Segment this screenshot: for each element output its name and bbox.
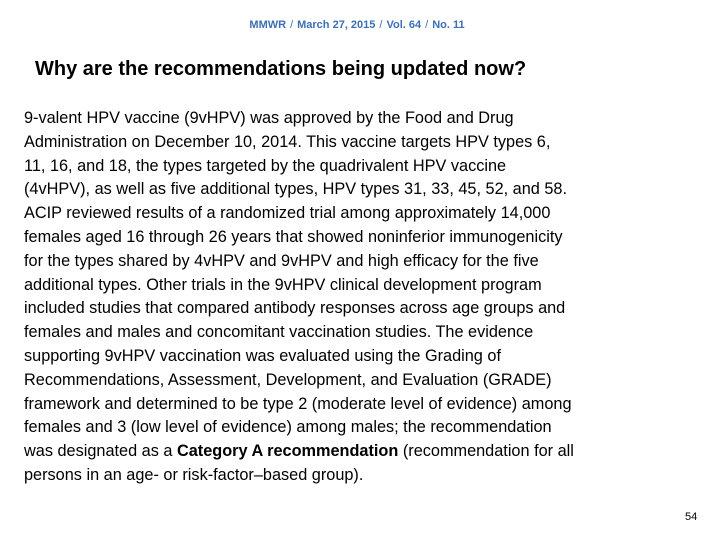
header-separator: / <box>425 19 429 31</box>
paragraph-line: for the types shared by 4vHPV and 9vHPV and high efficacy for the five <box>24 251 539 270</box>
paragraph-line: ACIP reviewed results of a randomized trial among approximately 14,000 <box>24 204 551 223</box>
page-number: 54 <box>685 511 698 523</box>
paragraph-line: (4vHPV), as well as five additional types, HPV types 31, 33, 45, 52, and 58. <box>24 180 568 199</box>
paragraph-line <box>24 440 698 464</box>
paragraph-line: Administration on December 10, 2014. This vaccine targets HPV types 6, <box>24 132 551 151</box>
header-separator: / <box>379 19 383 31</box>
paragraph-text: (recommendation for all <box>398 442 574 461</box>
body-paragraph <box>24 107 698 488</box>
paragraph-line: 11, 16, and 18, the types targeted by the quadrivalent HPV vaccine <box>24 156 507 175</box>
paragraph-line: framework and determined to be type 2 (moderate level of evidence) among <box>24 394 572 413</box>
paragraph-line: females and 3 (low level of evidence) among males; the recommendation <box>24 418 552 437</box>
journal-volume: Vol. 64 <box>386 19 422 31</box>
paragraph-text: was designated as a <box>24 442 177 461</box>
journal-date: March 27, 2015 <box>297 19 376 31</box>
paragraph-line: persons in an age- or risk-factor–based group). <box>24 465 364 484</box>
paragraph-line: females aged 16 through 26 years that showed noninferior immunogenicity <box>24 227 563 246</box>
slide-title: Why are the recommendations being updated now? <box>35 58 527 80</box>
paragraph-line: supporting 9vHPV vaccination was evaluated using the Grading of <box>24 346 501 365</box>
category-a-emphasis: Category A recommendation <box>176 442 399 461</box>
paragraph-line: Recommendations, Assessment, Development, and Evaluation (GRADE) <box>24 370 552 389</box>
journal-name: MMWR <box>249 19 287 31</box>
paragraph-line: additional types. Other trials in the 9vHPV clinical development program <box>24 275 542 294</box>
paragraph-line: 9-valent HPV vaccine (9vHPV) was approved by the Food and Drug <box>24 109 514 127</box>
paragraph-line: included studies that compared antibody responses across age groups and <box>24 299 566 318</box>
journal-number: No. 11 <box>432 19 465 31</box>
paragraph-line: females and males and concomitant vaccination studies. The evidence <box>24 323 534 342</box>
journal-header <box>0 19 714 31</box>
header-separator: / <box>290 19 294 31</box>
